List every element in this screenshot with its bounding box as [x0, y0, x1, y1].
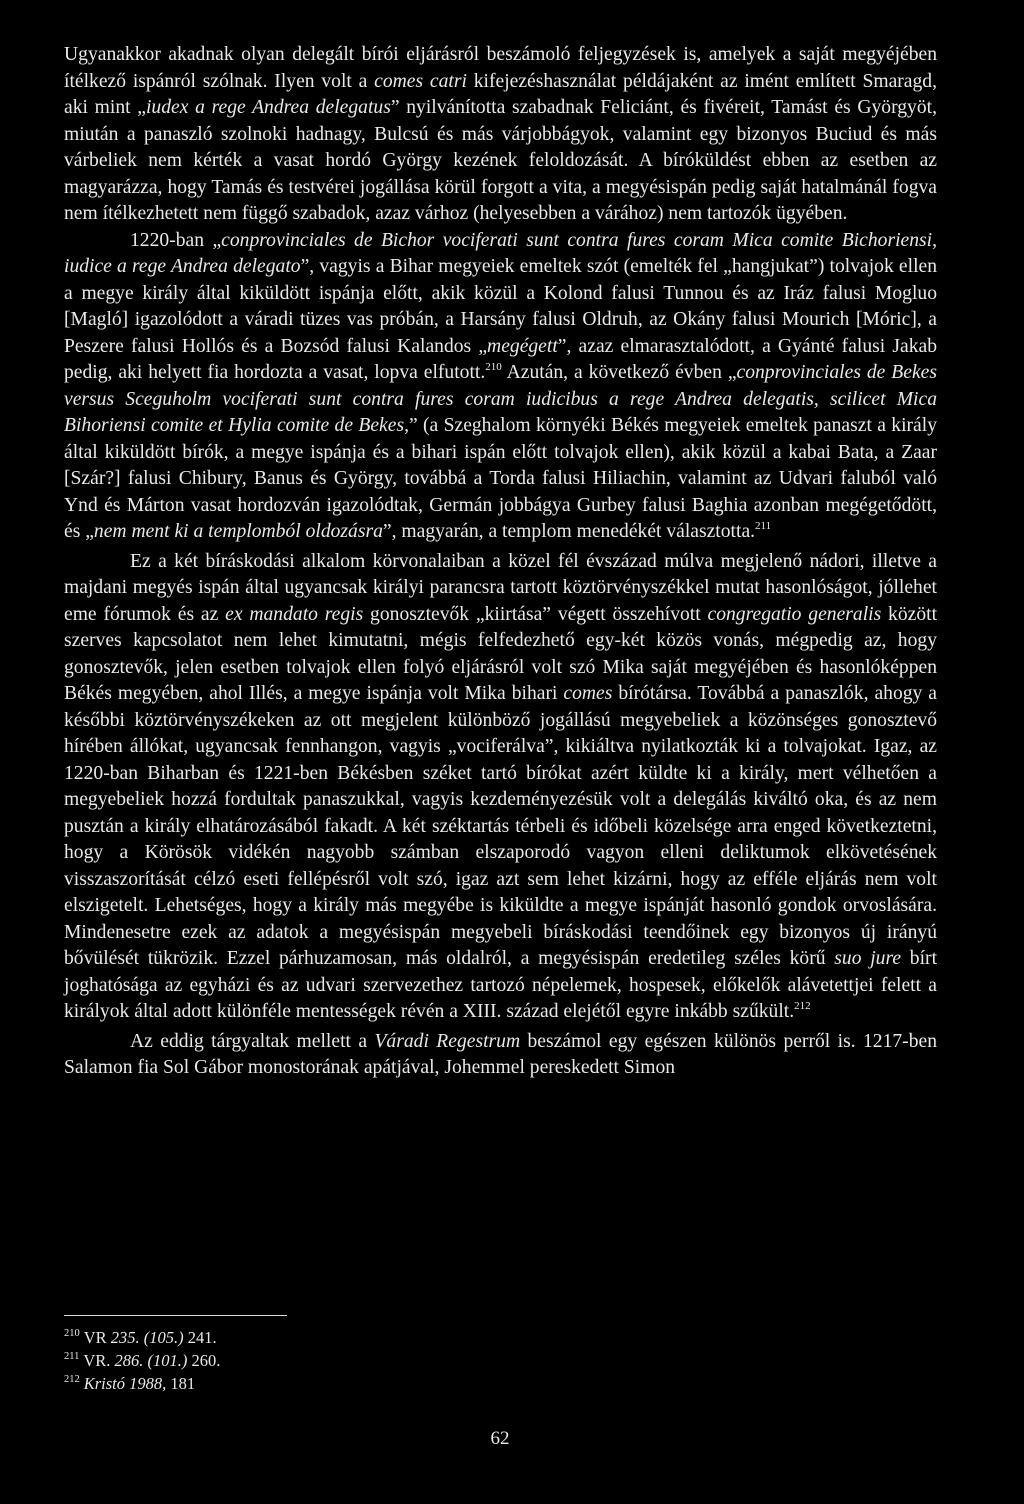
footnote-ref: 212 [794, 1000, 811, 1012]
body-text: bírt joghatósága az egyházi és az udvari szervezethez tartozó népelemek, hospesek, előkelők alávetettjei felett a királyok által adott különféle mentességek révén a XIII. század elejétől egyre inkább szűkült. [64, 948, 938, 1022]
italic-text: iudex a rege Andrea delegatus [145, 97, 391, 118]
body-text: Az eddig tárgyaltak mellett a [130, 1030, 375, 1052]
italic-text: comes [563, 683, 613, 704]
footnote-ref: 211 [755, 520, 772, 532]
body-text: ”, azaz elmarasztalódott, a Gyánté falusi Jakab pedig, aki helyett fia hordozta a vasat, lopva elfutott. [64, 335, 938, 383]
body-text: beszámol egy egészen különös perről is. 1217-ben Salamon fia Sol Gábor monostorának apátjával, Johemmel pereskedett Simon [64, 1030, 937, 1078]
page-number: 62 [490, 1428, 510, 1449]
body-text: bírótársa. Továbbá a panaszlók, ahogy a későbbi köztörvényszékeken az ott megjelent különböző jogállású megyebeliek a közönséges gonosztevő hírében állókat, ugyancsak fennhangon, vagyis „vociferálva”, kikiáltva nyilatkozták ki a tolvajokat. Igaz, az 1220-ban Biharban és 1221-ben Békésben széket tartó bírókat azért küldte ki a király, mert vélhetően a megyebeliek hozzá fordultak panaszukkal, vagyis kezdeményezésük volt a delegálás kiváltó oka, és az nem pusztán a király elhatározásából fakadt. A két széktartás térbeli és időbeli közelsége arra enged következtetni, hogy a Körösök vidékén nagyobb számban elszaporodó vagyon elleni deliktumok elkövetésének visszaszorítását célzó eseti fellépésről volt szó, igaz azt sem lehet kizárni, hogy az efféle eljárás nem volt elszigetelt. Lehetséges, hogy a király más megyébe is kiküldte a megye ispánját hasonló gondok orvoslására. Mindenesetre ezek az adatok a megyésispán megyebeli bíráskodási teendőinek egy bizonyos új irányú bővülését tükrözik. Ezzel párhuzamosan, más oldalról, a megyésispán eredetileg széles körű [64, 683, 938, 969]
footnote-page: 181 [166, 1374, 196, 1393]
italic-text: nem ment ki a templomból oldozásra [93, 521, 383, 542]
footnote-text: VR. [83, 1351, 115, 1370]
body-text: között szerves kapcsolatot nem lehet kimutatni, mégis felfedezhető egy-két közös vonás, mégpedig az, hogy gonosztevők, jelen esetben tolvajok ellen folyó eljárásról volt szó Mika saját megyéjében és hasonlóképpen Békés megyében, ahol Illés, a megye ispánja volt Mika bihari [64, 603, 938, 704]
footnote-number: 210 [64, 1328, 80, 1339]
paragraph-3 [64, 549, 937, 1026]
footnote-number: 211 [64, 1351, 80, 1362]
paragraph-4 [64, 1029, 937, 1082]
italic-text: conprovinciales de Bekes versus Sceguholm vociferati sunt contra fures coram iudicibus a rege Andrea delegatis, scilicet Mica Bihoriensi comite et Hylia comite de Bekes, [64, 362, 937, 436]
footnote-italic: 235. (105.) [110, 1328, 184, 1347]
footnote-211 [64, 1349, 220, 1372]
italic-text: congregatio generalis [707, 603, 882, 625]
footnote-ref: 210 [485, 361, 502, 373]
body-text: ” nyilvánította szabadnak Feliciánt, és fivéreit, Tamást és Györgyöt, miután a panaszló szolnoki hadnagy, Bulcsú és más várjobbágyok, valamint egy bizonyos Buciud és más várbeliek nem kérték a vasat hordó György kezének feloldozását. A bíróküldést ebben az esetben az magyarázza, hogy Tamás és testvérei jogállása körül forgott a vita, a megyésispán pedig saját hatalmánál fogva nem ítélkezhetett nem függő szabadok, azaz várhoz (helyesebben a várához) nem tartozók ügyében. [64, 97, 937, 224]
paragraph-2 [64, 228, 937, 546]
paragraph-1 [64, 42, 937, 228]
footnote-page: 260. [187, 1351, 221, 1370]
body-text: ”, magyarán, a templom menedékét választotta. [382, 521, 756, 542]
footnote-divider [64, 1315, 287, 1316]
footnote-italic: 286. (101.) [114, 1351, 188, 1370]
italic-text: ex mandato regis [225, 603, 364, 625]
body-text: gonosztevők „kiirtása” végett összehívott [363, 603, 708, 625]
italic-text: megégett [487, 335, 558, 357]
body-text: 1220-ban „ [130, 229, 222, 251]
body-text: kifejezéshasználat példájaként az imént említett Smaragd, aki mint „ [64, 70, 937, 118]
italic-text: suo jure [834, 948, 902, 969]
body-text: Ez a két bíráskodási alkalom körvonalaiban a közel fél évszázad múlva megjelenő nádori, illetve a majdani megyés ispán által ugyancsak királyi parancsra tartott köztörvényszékkel mutat hasonlóságot, jóllehet eme fórumok és az [64, 550, 937, 625]
italic-text: Váradi Regestrum [374, 1030, 521, 1052]
footnote-210 [64, 1326, 220, 1349]
footnote-page: 241. [183, 1328, 217, 1347]
footnotes [64, 1326, 220, 1395]
footnote-number: 212 [64, 1374, 80, 1385]
footnote-212 [64, 1372, 220, 1395]
body-text: ”, vagyis a Bihar megyeiek emeltek szót (emelték fel „hangjukat”) tolvajok ellen a megye király által kiküldött ispánja előtt, akik közül a Kolond falusi Tunnou és az Iráz falusi Mogluo [Magló] igazolódott a váradi tüzes vas próbán, a Harsány falusi Oldruh, az Okány falusi Mourich [Móric], a Peszere falusi Hollós és a Bozsód falusi Kalandos „ [64, 256, 938, 357]
italic-text: comes catri [374, 70, 467, 92]
italic-text: conprovinciales de Bichor vociferati sunt contra fures coram Mica comite Bichoriensi, iudice a rege Andrea delegato [64, 229, 937, 277]
body-text: ” (a Szeghalom környéki Békés megyeiek emeltek panaszt a király által kiküldött bírók, a megye ispánja és a bihari ispán előtt tolvajok ellen), akik közül a kabai Bata, a Zaar [Szár?] falusi Chibury, Banus és György, továbbá a Torda falusi Hiliachin, valamint az Udvari faluból való Ynd és Márton vasat hordozván igazolódtak, Germán jobbágya Gurbey falusi Baghia azonban megégetődött, és „ [64, 415, 937, 542]
body-text: Ugyanakkor akadnak olyan delegált bírói eljárásról beszámoló feljegyzések is, amelyek a saját megyéjében ítélkező ispánról szólnak. Ilyen volt a [64, 44, 937, 92]
footnote-text: VR [83, 1328, 111, 1347]
footnote-italic: Kristó 1988, [83, 1374, 167, 1393]
page-body [64, 42, 937, 1082]
body-text: Azután, a következő évben „ [501, 362, 737, 383]
